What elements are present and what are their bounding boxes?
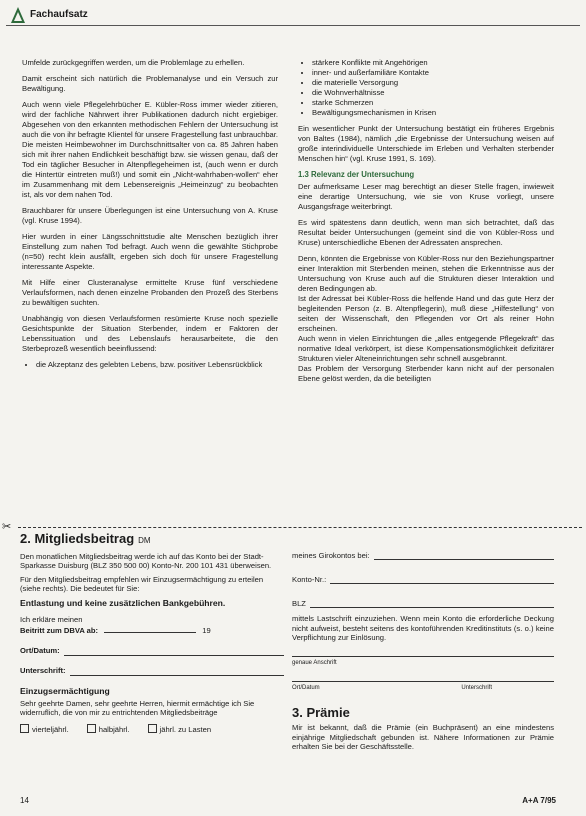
paragraph: Umfelde zurückgegriffen werden, um die Problemlage zu erhellen. (22, 58, 245, 67)
section-title: Fachaufsatz (30, 9, 88, 20)
option-half-yearly[interactable]: halbjährl. (87, 724, 130, 735)
join-label: Ich erkläre meinen (20, 614, 83, 624)
scissors-icon: ✂ (2, 521, 12, 533)
membership-fee-form (20, 531, 284, 734)
page-header (6, 4, 580, 26)
form-section-title: 2. Mitgliedsbeitrag DM (20, 531, 151, 546)
list-item: • die materielle Versorgung (312, 78, 554, 88)
factor-list (298, 58, 554, 118)
date-signature-field[interactable] (292, 680, 554, 682)
paragraph: Damit erscheint sich natürlich die Problemanalyse und ein Versuch zur Bewältigung. (22, 74, 278, 93)
blz-field[interactable] (310, 598, 554, 608)
dashed-divider (18, 527, 582, 528)
list-item: • stärkere Konflikte mit Angehörigen (312, 58, 554, 68)
date-signature-labels: Ort/Datum Unterschrift (292, 685, 492, 691)
bank-field[interactable] (374, 550, 554, 560)
subheading: 1.3 Relevanz der Untersuchung (298, 170, 415, 179)
paragraph: Es wird spätestens dann deutlich, wenn man sich betrachtet, daß das Resultat beider Untersuchungen (gemeint sind die von Kübler-Ross und Kruse) unterschiedliche Ebenen der Adressaten ansprechen. (298, 218, 554, 247)
header-divider (6, 25, 580, 26)
address-label: genaue Anschrift (292, 659, 337, 666)
right-column (298, 58, 554, 390)
bank-details-form (292, 548, 554, 752)
authorization-text: Sehr geehrte Damen, sehr geehrte Herren, hiermit ermächtige ich Sie widerruflich, die von mir zu entrichtenden Mitgliedsbeiträge (20, 698, 255, 717)
place-date-field[interactable] (64, 646, 284, 656)
list-item: • starke Schmerzen (312, 98, 554, 108)
left-column (22, 58, 278, 376)
address-field[interactable] (292, 655, 554, 657)
paragraph: Hier wurden in einer Längsschnittstudie alte Menschen bezüglich ihrer Einstellung zum nahen Tod befragt. Auch wenn die gewählte Stichprobe (n=50) recht klein ausfällt, ergeben sich doch für unsere Fragestellung interessante Aspekte. (22, 232, 278, 271)
account-field[interactable] (330, 574, 554, 584)
paragraph: Für den Mitgliedsbeitrag empfehlen wir Einzugsermächtigung zu erteilen (siehe rechts). Die bedeutet für Sie: (20, 574, 264, 593)
page-number: 14 (20, 796, 29, 805)
signature-row: Unterschrift: (20, 666, 284, 676)
interval-options (20, 724, 284, 735)
checkbox[interactable] (87, 724, 96, 733)
paragraph: Auch wenn in vielen Einrichtungen die „alles entgegende Pflegekraft“ das normative Ideal verkörpert, ist diese Kompensationsmöglichkeit defizitärer Strukturen vieler Alteneinrichtungen sehr schnell ausgebrannt. (298, 334, 554, 363)
join-date-row: Beitritt zum DBVA ab: 19 (20, 626, 211, 635)
list-item: • inner- und außerfamiliäre Kontakte (312, 68, 554, 78)
option-yearly[interactable]: jährl. zu Lasten (148, 724, 212, 735)
paragraph: Das Problem der Versorgung Sterbender kann nicht auf der personalen Ebene gelöst werden, da die beteiligten (298, 364, 554, 383)
paragraph: Brauchbarer für unsere Überlegungen ist eine Untersuchung von A. Kruse (vgl. Kruse 1994). (22, 206, 278, 225)
journal-issue: A+A 7/95 (522, 796, 556, 805)
place-date-row: Ort/Datum: (20, 646, 284, 656)
option-quarterly[interactable]: vierteljährl. (20, 724, 69, 735)
blz-row: BLZ (292, 598, 554, 608)
triangle-logo-icon (10, 6, 26, 24)
checkbox[interactable] (148, 724, 157, 733)
premium-text: Mir ist bekannt, daß die Prämie (ein Buchpräsent) an eine mindestens einjährige Mitgliedschaft gebunden ist. Nähere Informationen zur Prämie erhalten Sie bei der Geschäftsstelle. (292, 723, 554, 751)
account-row: Konto-Nr.: (292, 574, 554, 584)
paragraph: Unabhängig von diesen Verlaufsformen resümierte Kruse noch spezielle Gesichtspunkte der Situation Sterbender, indem er Faktoren der Lebenssituation und des Lebenslaufs herausarbeitete, die den Sterbeprozeß wesentlich beeinflussend: (22, 314, 278, 353)
signature-field[interactable] (70, 666, 284, 676)
premium-title: 3. Prämie (292, 704, 350, 720)
paragraph: Mit Hilfe einer Clusteranalyse ermittelte Kruse fünf verschiedene Verlaufsformen, nach denen einzelne Probanden den Prozeß des Sterbens zu bewältigen suchten. (22, 278, 278, 307)
paragraph: Der aufmerksame Leser mag berechtigt an dieser Stelle fragen, inwieweit eine derartige Untersuchung, wie sie von Kruse vorliegt, unsere Ausgangsfrage weiterbringt. (298, 182, 554, 211)
list-item: • die Akzeptanz des gelebten Lebens, bzw. positiver Lebensrückblick (36, 360, 278, 370)
list-item: • die Wohnverhältnisse (312, 88, 554, 98)
paragraph: Denn, könnten die Ergebnisse von Kübler-Ross nur den Beziehungspartner einer Interaktion mit Sterbenden meinen, stehen die Erkenntnisse aus der Untersuchung von Kruse auch auf die Strukturen dieser Interaktion und deren Bedingungen ab. (298, 254, 554, 293)
benefit-text: Entlastung und keine zusätzlichen Bankgebühren. (20, 597, 226, 608)
paragraph: Auch wenn viele Pflegelehrbücher E. Kübler-Ross immer wieder zitieren, wird der fachliche Nährwert ihrer Publikationen dadurch nicht ergiebiger. Abgesehen von den erkannten methodischen Fehlern der Untersuchung ist auch die von ihr befragte Klientel für unsere Fragestellung fast unbrauchbar. Die meisten Heimbewohner im Durchschnittsalter von ca. 85 Jahren haben sich mit ihrer nahen Endlichkeit beschäftigt bzw. sie wissen genau, daß der Tod ein täglicher Besucher in Altenpflegeheimen ist, (auch wenn er durch die Hintertür eintreten muß!) und somit ein „Nicht-wahrhaben-wollen“ eher im Zusammenhang mit dem Lebensereignis „Heimeinzug“ zu beobachten ist, als vor dem nahen Tod. (22, 100, 278, 199)
paragraph: Den monatlichen Mitgliedsbeitrag werde ich auf das Konto bei der Stadt-Sparkasse Duisburg (BLZ 350 500 00) Konto-Nr. 200 101 431 überweisen. (20, 551, 272, 570)
paragraph: Ein wesentlicher Punkt der Untersuchung bestätigt ein früheres Ergebnis von Baltes (1984), nämlich „die Ergebnisse der Untersuchung weisen auf große interindividuelle Unterschiede im Erleben und Verhalten sterbender Menschen hin“ (vgl. Kruse 1991, S. 169). (298, 124, 554, 163)
list-item: • Bewältigungsmechanismen in Krisen (312, 108, 554, 118)
factor-list (22, 360, 278, 370)
join-date-field[interactable] (104, 624, 196, 633)
direct-debit-text: mittels Lastschrift einzuziehen. Wenn mein Konto die erforderliche Deckung nicht aufweist, besteht seitens des kontoführenden Kreditinstituts (s. o.) keine Verpflichtung zur Einlösung. (292, 614, 554, 642)
bank-row: meines Girokontos bei: (292, 550, 554, 560)
paragraph: Ist der Adressat bei Kübler-Ross die helfende Hand und das gute Herz der begleitenden Person (z. B. Altenpflegerin), muß diese „Hilfestellung“ von seiten der Wissenschaft, den Pflegenden vor Ort als reiner Hohn erscheinen. (298, 294, 554, 333)
authorization-title: Einzugsermächtigung (20, 685, 110, 696)
checkbox[interactable] (20, 724, 29, 733)
